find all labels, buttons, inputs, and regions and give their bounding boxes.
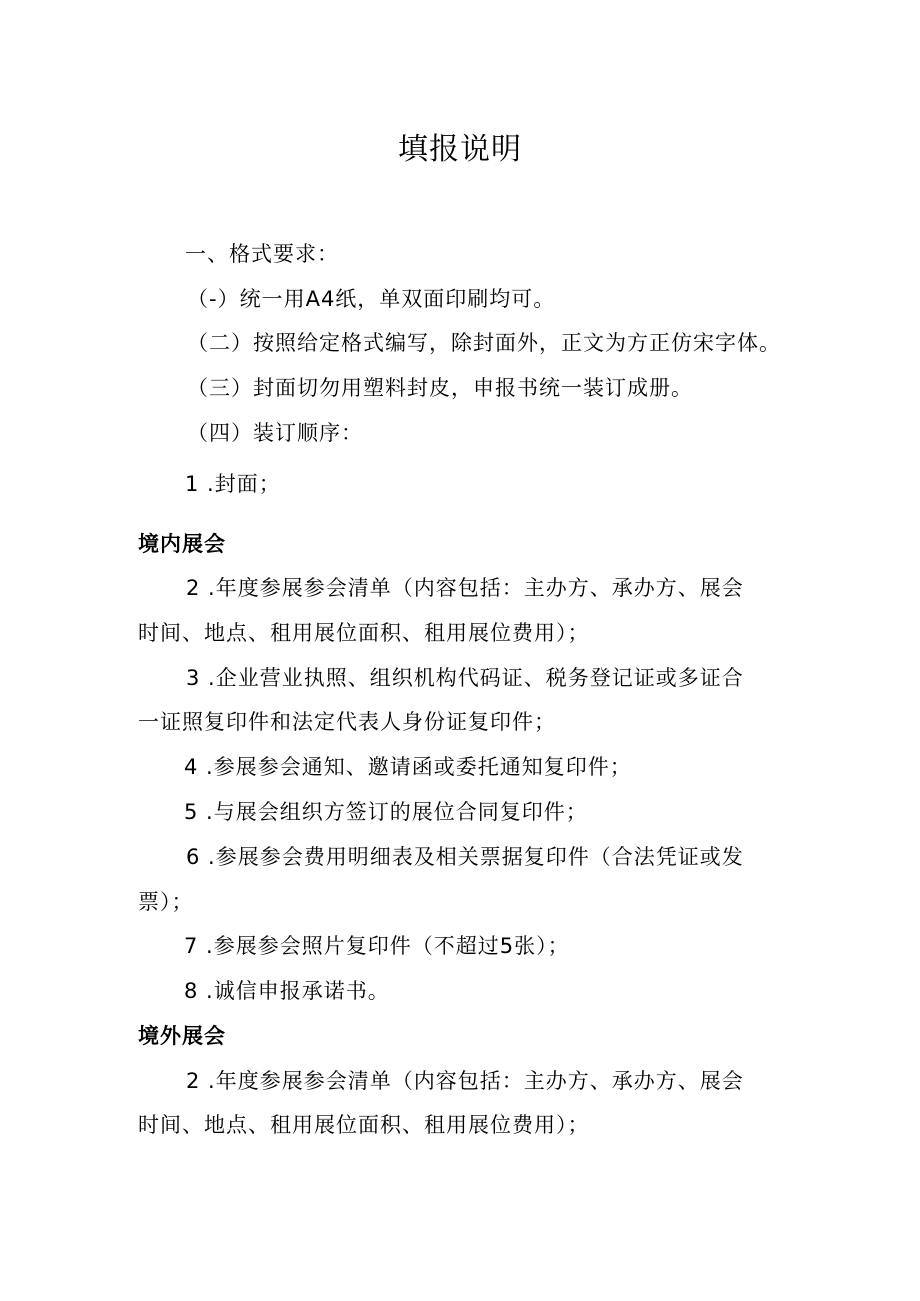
format-item-3: （三）封面切勿用塑料封皮，申报书统一装订成册。 (187, 376, 693, 400)
format-item-4: （四）装订顺序： (187, 421, 363, 445)
domestic-item-3-line-2: 一证照复印件和法定代表人身份证复印件； (138, 710, 556, 734)
domestic-item-8: 8 .诚信申报承诺书。 (184, 979, 390, 1003)
format-item-2: （二）按照给定格式编写，除封面外，正文为方正仿宋字体。 (187, 331, 781, 355)
domestic-item-4: 4 .参展参会通知、邀请函或委托通知复印件； (184, 755, 632, 779)
overseas-item-2-line-2: 时间、地点、租用展位面积、租用展位费用）； (138, 1113, 590, 1137)
domestic-item-6-line-1: 6 .参展参会费用明细表及相关票据复印件（合法凭证或发 (186, 845, 744, 869)
domestic-item-5: 5 .与展会组织方签订的展位合同复印件； (184, 800, 588, 824)
overseas-item-2-line-1: 2 .年度参展参会清单（内容包括：主办方、承办方、展会 (186, 1069, 744, 1093)
domestic-item-6-line-2: 票）； (138, 890, 194, 914)
format-heading: 一、格式要求： (185, 242, 339, 266)
domestic-item-7: 7 .参展参会照片复印件（不超过5张）； (184, 934, 570, 958)
format-item-1: （-）统一用A4纸，单双面印刷均可。 (187, 287, 556, 311)
page-title: 填报说明 (398, 132, 522, 167)
domestic-item-2-line-1: 2 .年度参展参会清单（内容包括：主办方、承办方、展会 (186, 576, 744, 600)
overseas-heading: 境外展会 (138, 1024, 226, 1048)
domestic-item-2-line-2: 时间、地点、租用展位面积、租用展位费用）； (138, 621, 590, 645)
domestic-heading: 境内展会 (138, 532, 226, 556)
binding-item-cover: 1 .封面； (185, 472, 281, 496)
domestic-item-3-line-1: 3 .企业营业执照、组织机构代码证、税务登记证或多证合 (186, 666, 744, 690)
